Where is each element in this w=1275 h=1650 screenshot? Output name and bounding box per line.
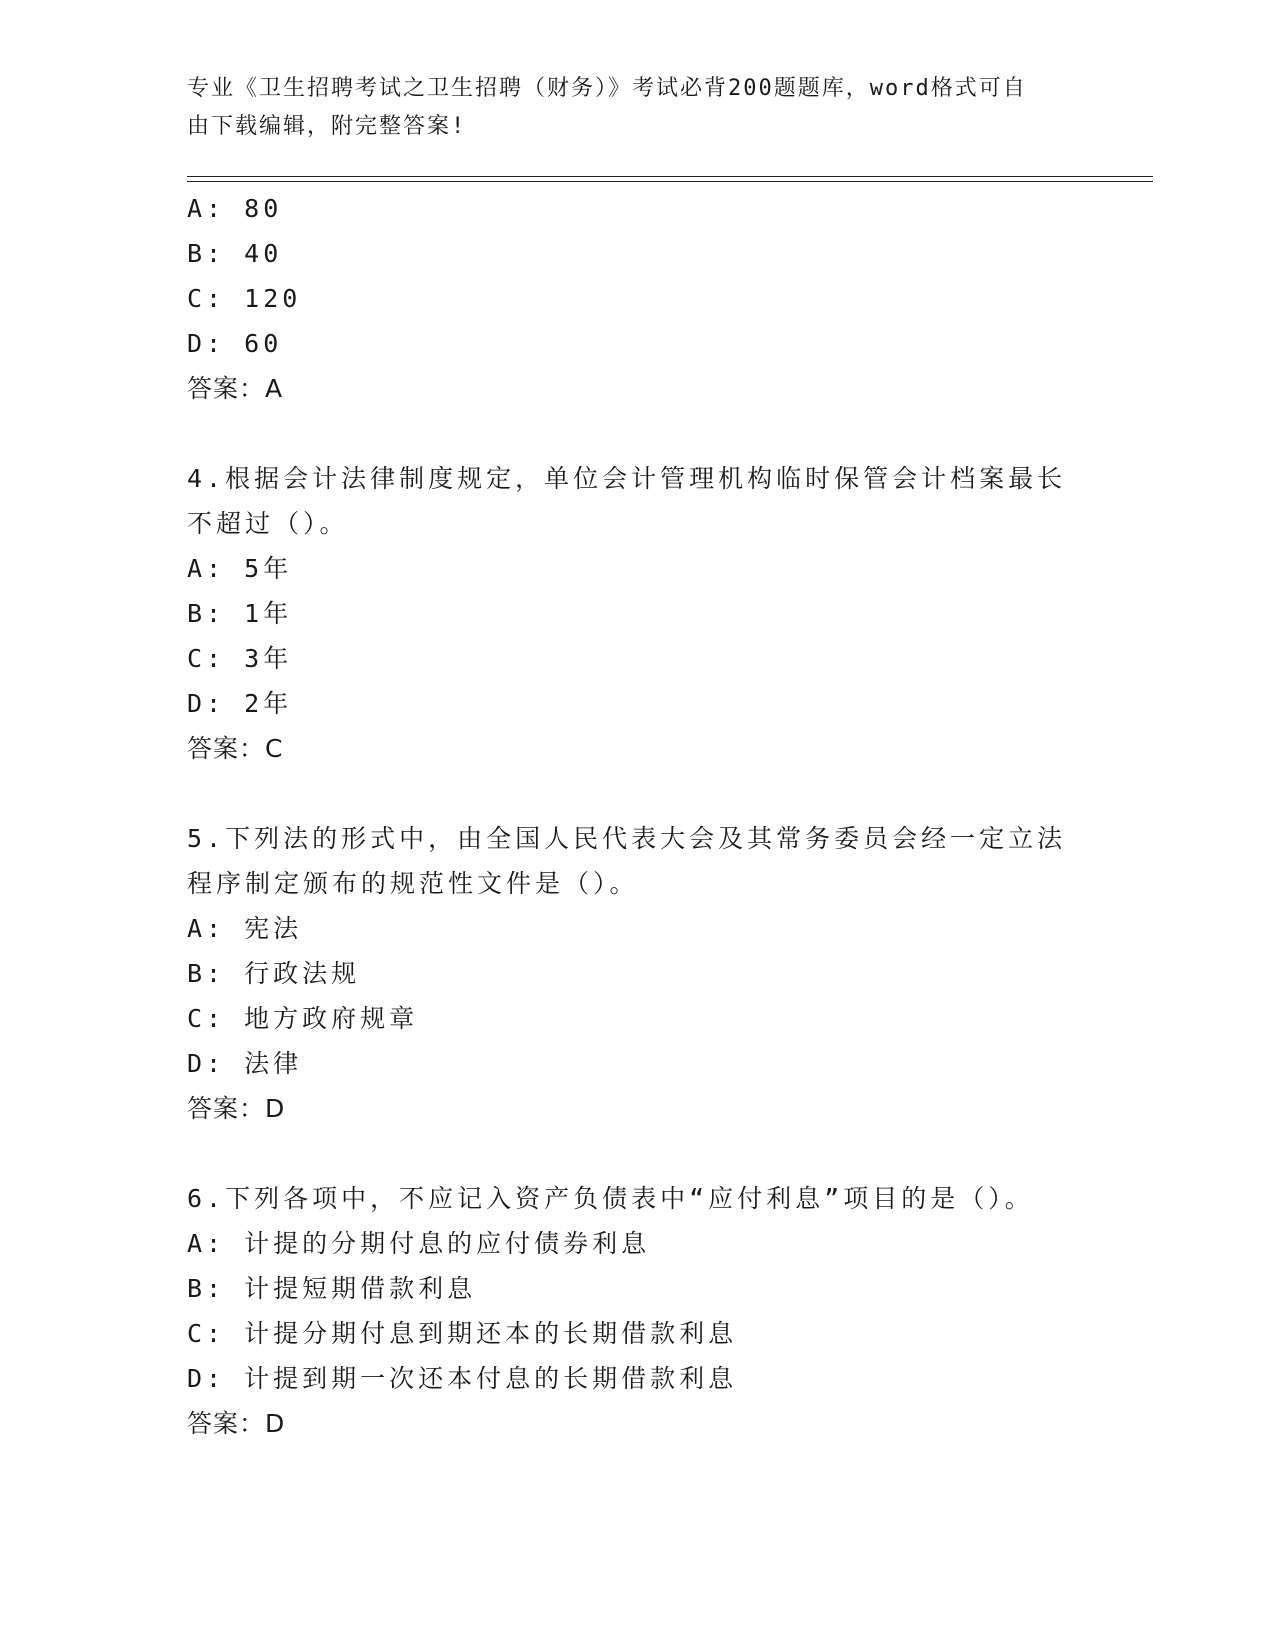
q6-option-c: C: 计提分期付息到期还本的长期借款利息: [187, 1319, 738, 1348]
q5-option-b: B: 行政法规: [187, 959, 361, 988]
q5-option-a: A: 宪法: [187, 914, 303, 943]
q5-option-c: C: 地方政府规章: [187, 1004, 419, 1033]
q3-option-b: B: 40: [187, 239, 283, 268]
document-header: [187, 70, 1067, 146]
header-divider-bottom: [187, 181, 1153, 182]
q6-answer: 答案：D: [187, 1409, 286, 1438]
header-title-line-2: 由下载编辑，附完整答案!: [187, 114, 467, 139]
q5-answer: 答案：D: [187, 1094, 286, 1123]
q4-answer: 答案：C: [187, 734, 284, 763]
header-divider-top: [187, 176, 1153, 177]
q6-option-a: A: 计提的分期付息的应付债券利息: [187, 1229, 651, 1258]
q4-option-d: D: 2年: [187, 689, 293, 718]
q4-option-a: A: 5年: [187, 554, 293, 583]
q5-option-d: D: 法律: [187, 1049, 303, 1078]
q3-option-a: A: 80: [187, 194, 283, 223]
q4-stem-line-2: 不超过（）。: [187, 509, 349, 538]
q3-answer: 答案：A: [187, 374, 284, 403]
q6-stem-line-1: 6.下列各项中，不应记入资产负债表中“应付利息”项目的是（）。: [187, 1184, 1034, 1213]
q5-stem-line-2: 程序制定颁布的规范性文件是（）。: [187, 869, 639, 898]
q4-option-b: B: 1年: [187, 599, 293, 628]
q4-stem-line-1: 4.根据会计法律制度规定，单位会计管理机构临时保管会计档案最长: [187, 464, 1067, 493]
q6-option-d: D: 计提到期一次还本付息的长期借款利息: [187, 1364, 738, 1393]
q6-option-b: B: 计提短期借款利息: [187, 1274, 477, 1303]
q3-option-c: C: 120: [187, 284, 302, 313]
q3-option-d: D: 60: [187, 329, 283, 358]
q4-option-c: C: 3年: [187, 644, 293, 673]
header-title-line-1: 专业《卫生招聘考试之卫生招聘（财务）》考试必背200题题库，word格式可自: [187, 76, 1027, 101]
q5-stem-line-1: 5.下列法的形式中，由全国人民代表大会及其常务委员会经一定立法: [187, 824, 1067, 853]
